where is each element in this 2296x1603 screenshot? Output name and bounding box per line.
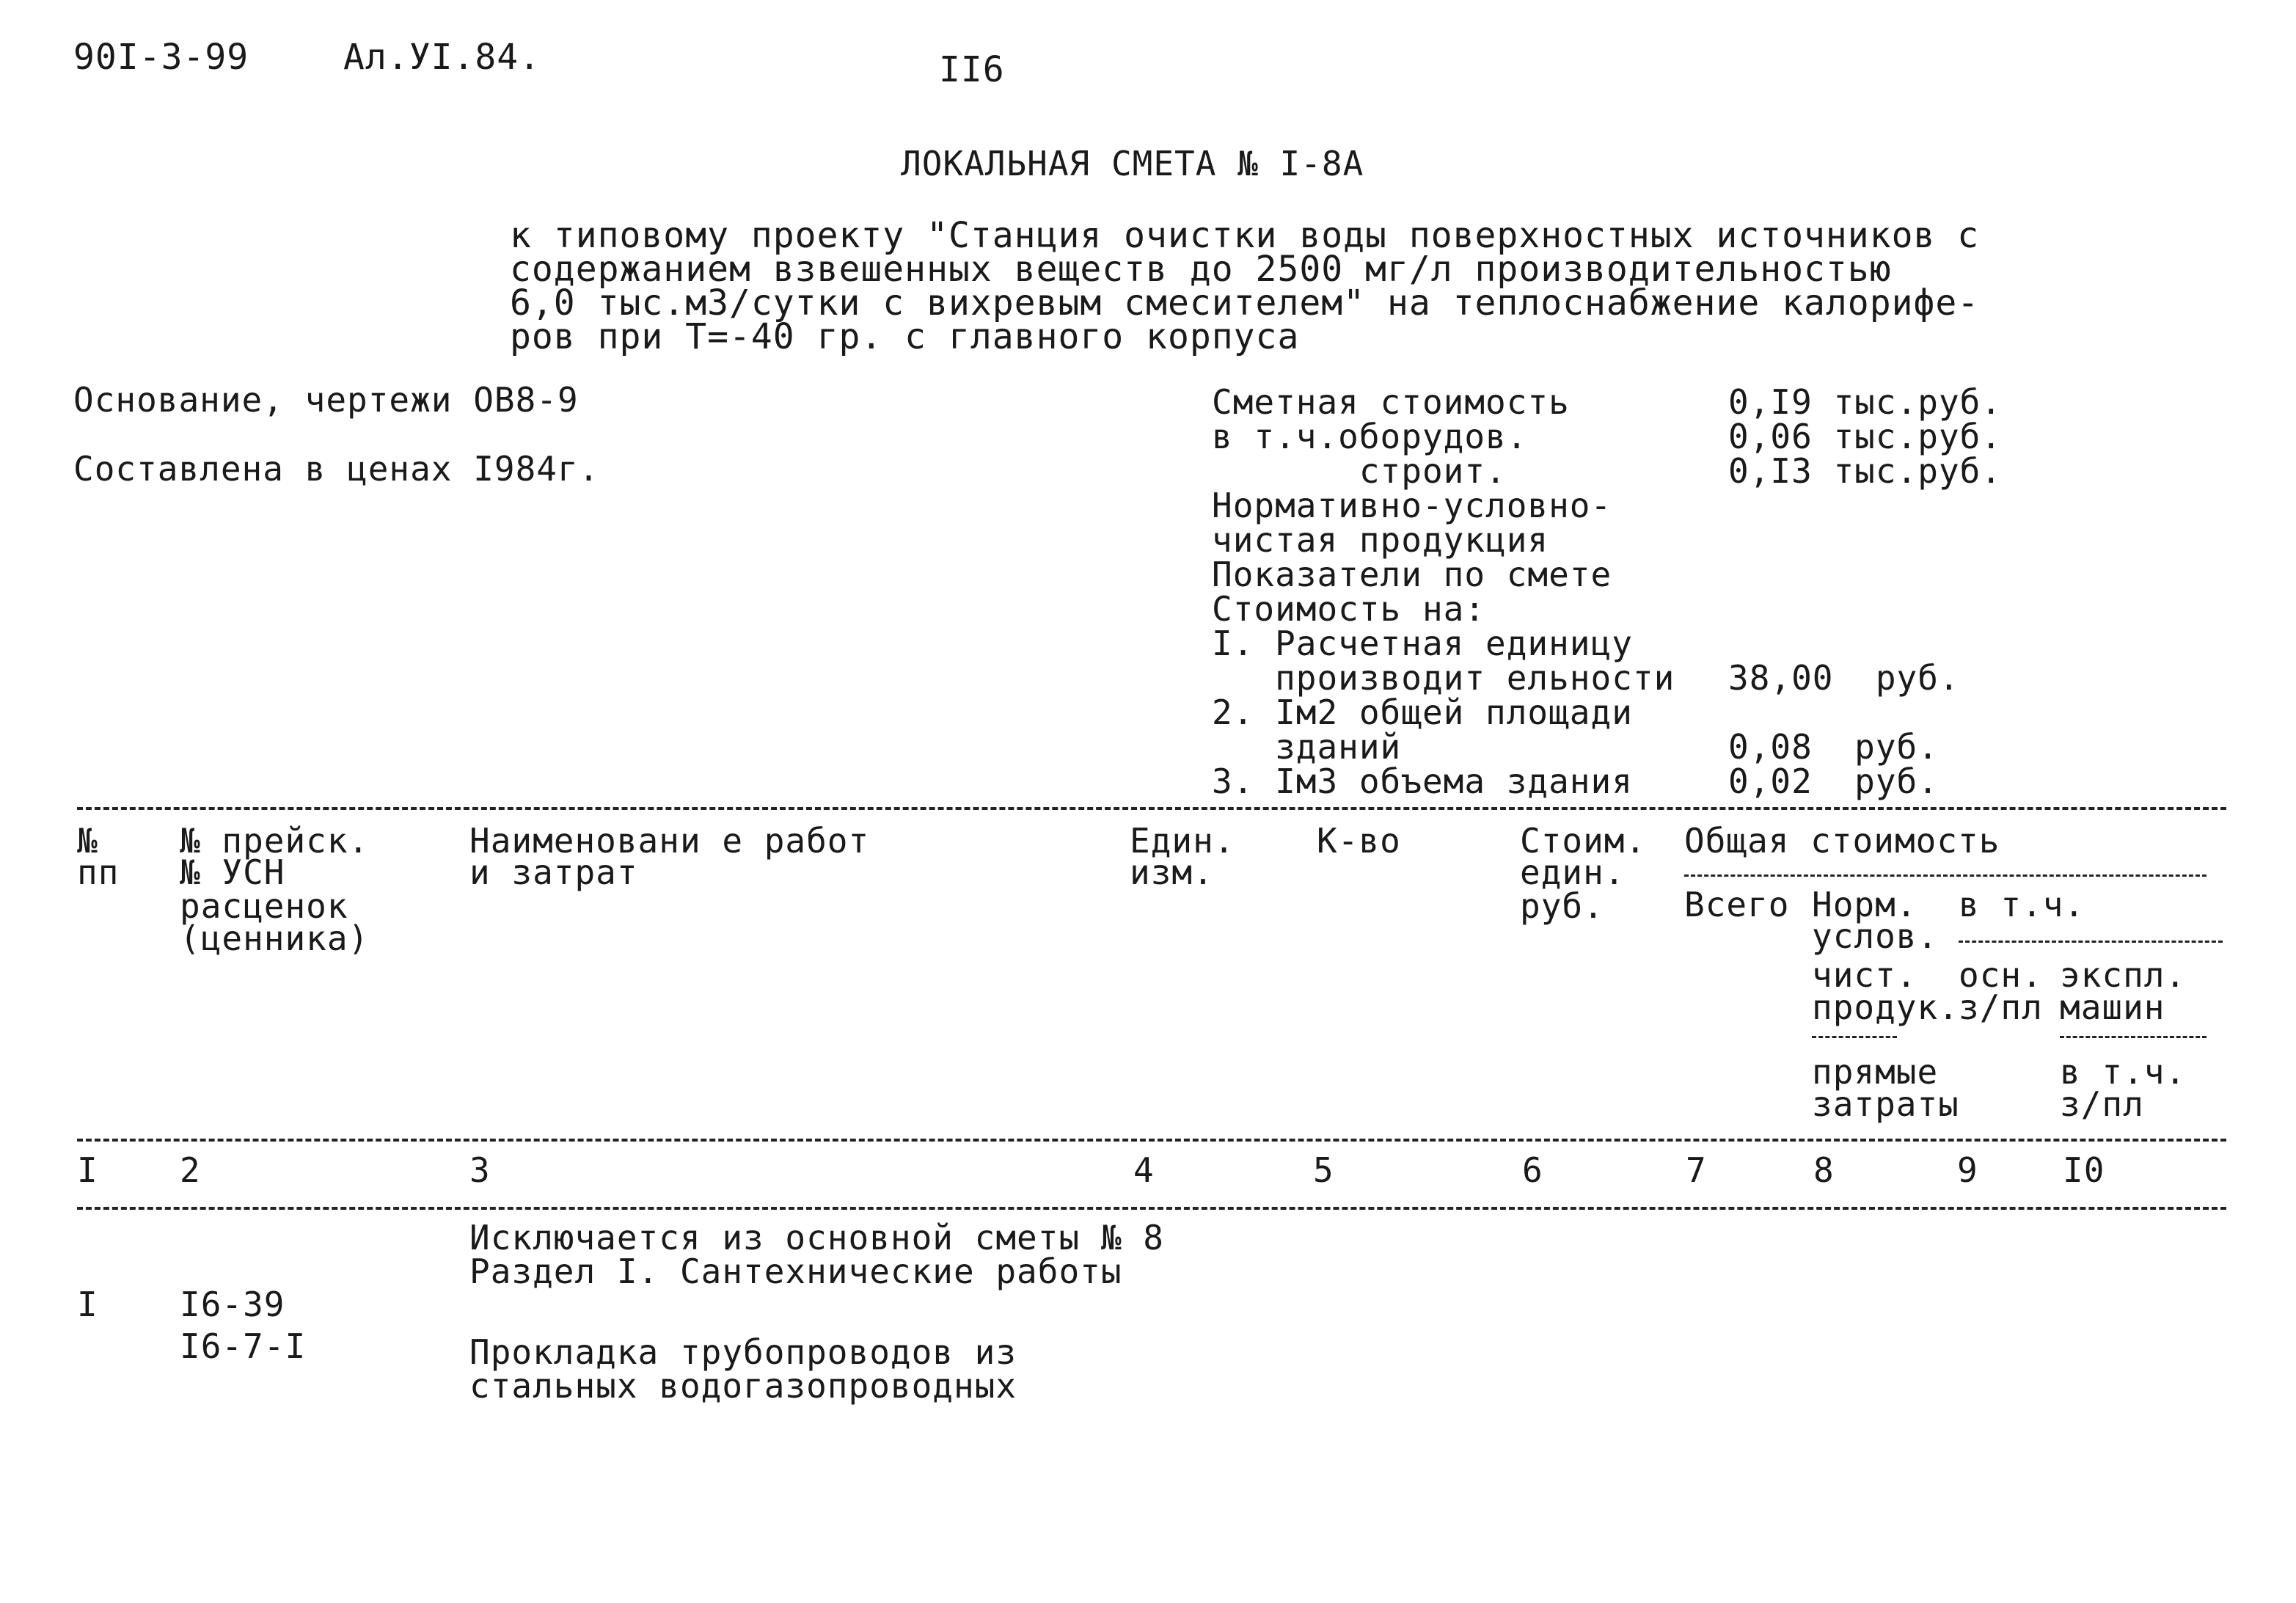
header-cell: Норм.	[1812, 885, 1917, 924]
column-number: 7	[1686, 1150, 1707, 1190]
summary-label: I. Расчетная единицу	[1212, 624, 1633, 663]
header-rule	[2060, 1036, 2207, 1038]
header-cell: затраты	[1812, 1084, 1959, 1124]
header-rule	[1684, 874, 2207, 877]
document-code: 90I-3-99	[73, 37, 249, 78]
summary-label: Сметная стоимость	[1212, 382, 1570, 422]
header-cell: изм.	[1130, 852, 1214, 892]
column-number: 3	[469, 1150, 491, 1190]
header-cell: №	[77, 821, 98, 861]
column-number: 4	[1133, 1150, 1155, 1190]
summary-label: строит.	[1212, 451, 1507, 491]
column-number: 6	[1522, 1150, 1543, 1190]
summary-label: 3. Iм3 объема здания	[1212, 762, 1633, 801]
subtitle-line-4: ров при Т=-40 гр. с главного корпуса	[510, 316, 1300, 357]
header-cell: осн.	[1959, 955, 2043, 995]
column-number: 2	[180, 1150, 201, 1190]
summary-value: 38,00 руб.	[1728, 658, 1960, 698]
row-description: стальных водогазопроводных	[469, 1366, 1017, 1406]
summary-label: зданий	[1212, 727, 1402, 767]
row-code: I6-7-I	[180, 1326, 307, 1366]
header-cell: руб.	[1520, 886, 1604, 926]
header-cell: един.	[1520, 852, 1626, 892]
header-cell: и затрат	[469, 852, 638, 892]
header-cell: К-во	[1317, 821, 1401, 861]
basis-text: Основание, чертежи ОВ8-9	[73, 380, 579, 420]
section-title: Раздел I. Сантехнические работы	[469, 1252, 1122, 1291]
table-top-rule	[77, 807, 2226, 810]
summary-value: 0,I9 тыс.руб.	[1728, 382, 2003, 422]
document-title: ЛОКАЛЬНАЯ СМЕТА № I-8А	[901, 144, 1364, 183]
header-cell: в т.ч.	[1959, 885, 2085, 924]
header-cell: чист.	[1812, 955, 1917, 995]
header-cell: № УСН	[180, 852, 285, 892]
header-cell: услов.	[1812, 916, 1939, 956]
summary-label: Показатели по смете	[1212, 555, 1612, 594]
header-cell: № прейск.	[180, 821, 370, 861]
column-number: 9	[1957, 1150, 1978, 1190]
summary-value: 0,08 руб.	[1728, 727, 1939, 767]
summary-value: 0,06 тыс.руб.	[1728, 417, 2003, 456]
subtitle-line-2: содержанием взвешенных веществ до 2500 мг/л производительностью	[510, 249, 1892, 290]
header-cell: продук.	[1812, 987, 1959, 1027]
summary-label: чистая продукция	[1212, 520, 1549, 560]
prices-text: Составлена в ценах I984г.	[73, 449, 600, 489]
excluded-note: Исключается из основной сметы № 8	[469, 1218, 1164, 1257]
row-code: I6-39	[180, 1285, 285, 1324]
column-numbers-rule	[77, 1207, 2226, 1210]
column-number: I	[77, 1150, 98, 1190]
header-cell: расценок	[180, 886, 348, 926]
column-number: I0	[2063, 1150, 2105, 1190]
summary-label: Нормативно-условно-	[1212, 486, 1612, 525]
header-cell: прямые	[1812, 1052, 1939, 1092]
subtitle-line-3: 6,0 тыс.м3/сутки с вихревым смесителем" на теплоснабжение калорифе-	[510, 282, 1980, 324]
header-cell: Един.	[1130, 821, 1235, 861]
summary-label: производит ельности	[1212, 658, 1675, 698]
row-number: I	[77, 1285, 98, 1324]
header-cell: (ценника)	[180, 919, 370, 958]
column-number: 8	[1813, 1150, 1835, 1190]
header-cell: Стоим.	[1520, 821, 1647, 861]
subtitle-line-1: к типовому проекту "Станция очистки воды поверхностных источников с	[510, 215, 1980, 256]
summary-label: 2. Iм2 общей площади	[1212, 693, 1633, 732]
album-code: Ал.УI.84.	[343, 37, 541, 78]
header-cell: Наименовани е работ	[469, 821, 870, 861]
header-cell: з/пл	[1959, 987, 2043, 1027]
summary-value: 0,02 руб.	[1728, 762, 1939, 801]
header-cell: Общая стоимость	[1684, 821, 2000, 861]
page-number: II6	[939, 49, 1005, 90]
header-cell: машин	[2060, 987, 2165, 1027]
table-header-rule	[77, 1139, 2226, 1142]
column-number: 5	[1313, 1150, 1334, 1190]
summary-label: Стоимость на:	[1212, 589, 1486, 629]
summary-label: в т.ч.оборудов.	[1212, 417, 1528, 456]
header-cell: з/пл	[2060, 1084, 2144, 1124]
summary-value: 0,I3 тыс.руб.	[1728, 451, 2003, 491]
header-rule	[1812, 1036, 1897, 1038]
header-cell: Всего	[1684, 885, 1790, 924]
header-cell: пп	[77, 852, 120, 892]
row-description: Прокладка трубопроводов из	[469, 1332, 1017, 1372]
header-rule	[1959, 941, 2223, 943]
header-cell: в т.ч.	[2060, 1052, 2187, 1092]
header-cell: экспл.	[2060, 955, 2187, 995]
